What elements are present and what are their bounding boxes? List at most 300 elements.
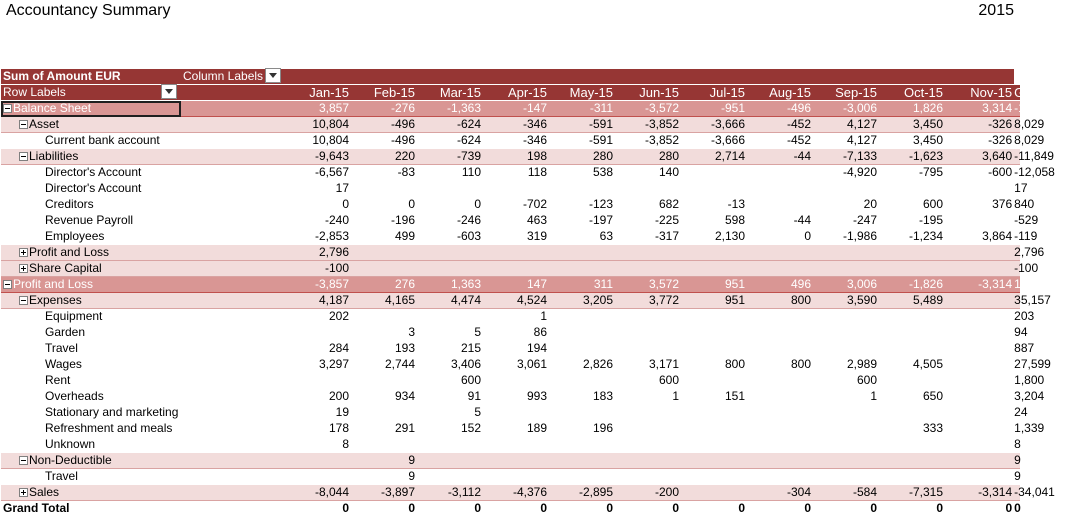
- value-cell: [747, 373, 813, 389]
- expand-icon[interactable]: [19, 488, 28, 497]
- pivot-row: [1, 357, 1020, 373]
- value-cell: -496: [351, 133, 417, 149]
- value-cell: -123: [549, 197, 615, 213]
- value-cell: -276: [351, 101, 417, 117]
- row-label-cell: [1, 309, 181, 325]
- pivot-row: [1, 277, 1020, 293]
- value-cell: [681, 181, 747, 197]
- value-cell: [615, 245, 681, 261]
- row-label: Unknown: [45, 437, 96, 452]
- value-cell: -795: [879, 165, 945, 181]
- value-cell: 178: [181, 421, 351, 437]
- value-cell: [615, 325, 681, 341]
- value-cell: [747, 197, 813, 213]
- row-label: Creditors: [45, 197, 94, 212]
- pivot-row: [1, 485, 1020, 501]
- value-cell: [945, 325, 1014, 341]
- value-cell: 152: [417, 421, 483, 437]
- value-cell: 2,989: [813, 357, 879, 373]
- value-cell: -600: [945, 165, 1014, 181]
- value-cell: [945, 421, 1014, 437]
- value-cell: 3,297: [181, 357, 351, 373]
- pivot-row: [1, 389, 1020, 405]
- pivot-row: [1, 101, 1020, 117]
- value-cell: 8,029: [1014, 117, 1045, 132]
- value-cell: [813, 469, 879, 485]
- value-cell: [417, 437, 483, 453]
- value-cell: [879, 437, 945, 453]
- value-cell: 140: [615, 165, 681, 181]
- value-cell: -225: [615, 213, 681, 229]
- value-cell: -44: [747, 149, 813, 165]
- column-header: Nov-15: [945, 85, 1014, 101]
- value-cell: -346: [483, 117, 549, 133]
- grand-total-value: 0: [181, 501, 351, 517]
- value-cell: -496: [351, 117, 417, 133]
- pivot-row: [1, 213, 1020, 229]
- pivot-row: [1, 149, 1020, 165]
- value-cell: [945, 357, 1014, 373]
- value-cell: 3,772: [615, 293, 681, 309]
- grand-total-value: 0: [945, 501, 1014, 517]
- value-cell: 189: [483, 421, 549, 437]
- value-cell: 9: [1014, 469, 1021, 484]
- grand-total-value: 0: [813, 501, 879, 517]
- column-header: Aug-15: [747, 85, 813, 101]
- grand-total-label: Grand Total: [1, 501, 181, 517]
- value-cell: 196: [549, 421, 615, 437]
- value-cell: [615, 181, 681, 197]
- value-cell: -196: [351, 213, 417, 229]
- value-cell: [615, 309, 681, 325]
- value-cell: 4,165: [351, 293, 417, 309]
- value-cell: [879, 309, 945, 325]
- value-cell: 9: [351, 453, 417, 469]
- pivot-row: [1, 293, 1020, 309]
- value-cell: -3,314: [945, 277, 1014, 293]
- value-cell: -100: [181, 261, 351, 277]
- row-label-cell: [1, 389, 181, 405]
- column-header: May-15: [549, 85, 615, 101]
- value-cell: [747, 421, 813, 437]
- value-cell: 2,714: [681, 149, 747, 165]
- value-cell: [945, 453, 1014, 469]
- column-header: Mar-15: [417, 85, 483, 101]
- value-cell: [681, 485, 747, 501]
- value-cell: 3,406: [417, 357, 483, 373]
- value-cell: -603: [417, 229, 483, 245]
- row-label: Liabilities: [29, 149, 79, 164]
- value-cell: 598: [681, 213, 747, 229]
- value-cell: 3,590: [813, 293, 879, 309]
- value-cell: 280: [615, 149, 681, 165]
- pivot-row: [1, 229, 1020, 245]
- value-cell: -624: [417, 117, 483, 133]
- value-cell: [181, 453, 351, 469]
- value-cell: -4,376: [483, 485, 549, 501]
- value-cell: -3,314: [945, 485, 1014, 501]
- value-cell: -13: [681, 197, 747, 213]
- value-cell: 4,127: [813, 133, 879, 149]
- row-label-cell: [1, 277, 181, 293]
- value-cell: 215: [417, 341, 483, 357]
- grand-total-row: [1, 501, 1020, 517]
- value-cell: 284: [181, 341, 351, 357]
- value-cell: 538: [549, 165, 615, 181]
- row-label-cell: [1, 261, 181, 277]
- value-cell: 35,157: [1014, 293, 1051, 308]
- value-cell: [351, 437, 417, 453]
- value-cell: 1,826: [879, 101, 945, 117]
- row-label: Garden: [45, 325, 86, 340]
- row-label: Stationary and marketing: [45, 405, 179, 420]
- value-cell: [945, 293, 1014, 309]
- value-cell: 220: [351, 149, 417, 165]
- value-cell: -4,920: [813, 165, 879, 181]
- row-label: Profit and Loss: [29, 245, 110, 260]
- value-cell: [549, 341, 615, 357]
- value-cell: [813, 309, 879, 325]
- value-cell: 3,205: [549, 293, 615, 309]
- value-cell: [813, 325, 879, 341]
- value-cell: 2,130: [681, 229, 747, 245]
- value-cell: [549, 469, 615, 485]
- value-cell: -624: [417, 133, 483, 149]
- value-cell: [945, 309, 1014, 325]
- value-cell: [945, 389, 1014, 405]
- row-label-cell: [1, 197, 181, 213]
- value-cell: [483, 373, 549, 389]
- row-label: Revenue Payroll: [45, 213, 134, 228]
- value-cell: 1,339: [1014, 421, 1045, 436]
- value-cell: 3,572: [615, 277, 681, 293]
- value-cell: [747, 341, 813, 357]
- value-cell: 202: [181, 309, 351, 325]
- value-cell: -12,058: [1014, 165, 1055, 180]
- value-cell: [615, 261, 681, 277]
- value-cell: [483, 437, 549, 453]
- value-cell: -147: [483, 101, 549, 117]
- pivot-row: [1, 133, 1020, 149]
- value-cell: -591: [549, 133, 615, 149]
- row-label-cell: [1, 405, 181, 421]
- value-cell: 600: [417, 373, 483, 389]
- column-header: Apr-15: [483, 85, 549, 101]
- value-cell: [549, 245, 615, 261]
- value-cell: [549, 309, 615, 325]
- value-cell: -496: [747, 101, 813, 117]
- value-cell: 499: [351, 229, 417, 245]
- column-labels-label: Column Labels: [183, 69, 264, 83]
- value-cell: [813, 421, 879, 437]
- collapse-icon[interactable]: [19, 296, 28, 305]
- collapse-icon[interactable]: [19, 152, 28, 161]
- value-cell: -591: [549, 117, 615, 133]
- value-cell: 993: [483, 389, 549, 405]
- row-label-cell: [1, 373, 181, 389]
- value-cell: 2,796: [1014, 245, 1045, 260]
- value-cell: [879, 341, 945, 357]
- value-cell: [351, 261, 417, 277]
- row-label-cell: [1, 117, 181, 133]
- value-cell: 0: [181, 197, 351, 213]
- value-cell: 17: [1014, 181, 1028, 196]
- value-cell: 2,744: [351, 357, 417, 373]
- value-cell: [945, 341, 1014, 357]
- value-cell: 3,450: [879, 133, 945, 149]
- value-cell: -326: [945, 133, 1014, 149]
- value-cell: [747, 325, 813, 341]
- value-cell: [813, 245, 879, 261]
- value-cell: 198: [483, 149, 549, 165]
- value-cell: 0: [351, 197, 417, 213]
- value-cell: [747, 453, 813, 469]
- value-cell: 1,800: [1014, 373, 1045, 388]
- row-label: Travel: [45, 341, 78, 356]
- sheet-year: 2015: [978, 2, 1014, 19]
- value-cell: [181, 373, 351, 389]
- value-cell: 600: [615, 373, 681, 389]
- row-label: Sales: [29, 485, 60, 500]
- value-cell: 280: [549, 149, 615, 165]
- value-cell: [681, 165, 747, 181]
- value-cell: [747, 261, 813, 277]
- value-cell: [549, 437, 615, 453]
- value-cell: 0: [417, 197, 483, 213]
- grand-total-value: 0: [417, 501, 483, 517]
- value-cell: [483, 181, 549, 197]
- value-cell: -3,666: [681, 133, 747, 149]
- value-cell: 5,489: [879, 293, 945, 309]
- value-cell: -1,986: [813, 229, 879, 245]
- value-cell: [747, 245, 813, 261]
- value-cell: 376: [945, 197, 1014, 213]
- value-cell: [483, 245, 549, 261]
- value-cell: [615, 421, 681, 437]
- column-header: Sep-15: [813, 85, 879, 101]
- value-cell: [549, 405, 615, 421]
- value-cell: [945, 181, 1014, 197]
- value-cell: 3,640: [945, 149, 1014, 165]
- value-cell: [945, 469, 1014, 485]
- value-cell: [181, 325, 351, 341]
- value-cell: 9: [1014, 453, 1021, 468]
- value-cell: 800: [747, 357, 813, 373]
- column-header: Grand Total: [1014, 85, 1081, 101]
- value-cell: [813, 181, 879, 197]
- grand-total-value: 0: [483, 501, 549, 517]
- value-cell: [681, 373, 747, 389]
- value-cell: [549, 261, 615, 277]
- collapse-icon[interactable]: [19, 456, 28, 465]
- value-cell: -3,852: [615, 117, 681, 133]
- value-cell: [747, 165, 813, 181]
- value-cell: -83: [351, 165, 417, 181]
- value-cell: [747, 389, 813, 405]
- value-cell: [417, 181, 483, 197]
- value-cell: -195: [879, 213, 945, 229]
- value-cell: 118: [483, 165, 549, 181]
- pivot-row: [1, 341, 1020, 357]
- value-cell: 3,857: [181, 101, 351, 117]
- value-cell: 311: [549, 277, 615, 293]
- value-cell: -246: [417, 213, 483, 229]
- value-cell: [417, 309, 483, 325]
- value-cell: [681, 405, 747, 421]
- row-filter-icon[interactable]: [161, 84, 177, 99]
- row-label: Travel: [45, 469, 78, 484]
- value-cell: [351, 373, 417, 389]
- value-cell: 3,006: [813, 277, 879, 293]
- value-cell: [549, 453, 615, 469]
- row-label-cell: [1, 357, 181, 373]
- value-cell: 183: [549, 389, 615, 405]
- value-cell: -119: [1014, 229, 1038, 244]
- pivot-row: [1, 181, 1020, 197]
- row-label-cell: [1, 421, 181, 437]
- value-cell: [549, 181, 615, 197]
- row-label-cell: [1, 485, 181, 501]
- value-cell: [945, 405, 1014, 421]
- value-cell: -247: [813, 213, 879, 229]
- value-cell: [813, 453, 879, 469]
- column-filter-icon[interactable]: [265, 68, 281, 83]
- value-cell: [945, 261, 1014, 277]
- column-labels-cell: [181, 69, 351, 85]
- row-label: Refreshment and meals: [45, 421, 173, 436]
- value-cell: -3,006: [813, 101, 879, 117]
- expand-icon[interactable]: [19, 264, 28, 273]
- row-label-cell: [1, 229, 181, 245]
- value-cell: 94: [1014, 325, 1028, 340]
- value-cell: 3,864: [945, 229, 1014, 245]
- pivot-row: [1, 469, 1020, 485]
- value-cell: -529: [1014, 213, 1039, 228]
- pivot-table: [1, 69, 1081, 517]
- value-cell: -702: [483, 197, 549, 213]
- collapse-icon[interactable]: [3, 280, 12, 289]
- value-cell: -452: [747, 133, 813, 149]
- value-cell: 4,127: [813, 117, 879, 133]
- grand-total-value: 0: [747, 501, 813, 517]
- value-cell: -1,234: [879, 229, 945, 245]
- value-cell: [879, 261, 945, 277]
- row-label-cell: [1, 245, 181, 261]
- value-cell: [483, 261, 549, 277]
- value-cell: [681, 341, 747, 357]
- row-label: Share Capital: [29, 261, 102, 276]
- value-cell: 8,029: [1014, 133, 1045, 148]
- value-cell: -304: [747, 485, 813, 501]
- value-cell: -6,567: [181, 165, 351, 181]
- value-cell: 276: [351, 277, 417, 293]
- value-cell: -3,857: [181, 277, 351, 293]
- value-cell: [813, 341, 879, 357]
- value-cell: [681, 453, 747, 469]
- expand-icon[interactable]: [19, 248, 28, 257]
- value-cell: -9,643: [181, 149, 351, 165]
- row-label: Equipment: [45, 309, 103, 324]
- grand-total-value: 0: [351, 501, 417, 517]
- row-label: Director's Account: [45, 165, 142, 180]
- value-cell: 10,804: [181, 117, 351, 133]
- value-cell: [681, 469, 747, 485]
- value-cell: [813, 437, 879, 453]
- value-cell: -1,826: [879, 277, 945, 293]
- row-label: Profit and Loss: [13, 277, 94, 292]
- collapse-icon[interactable]: [19, 120, 28, 129]
- column-header: Feb-15: [351, 85, 417, 101]
- value-cell: 19: [181, 405, 351, 421]
- value-cell: -100: [1014, 261, 1039, 276]
- value-cell: 17: [181, 181, 351, 197]
- value-cell: -8,044: [181, 485, 351, 501]
- grand-total-value: 0: [681, 501, 747, 517]
- value-cell: 3,314: [945, 101, 1014, 117]
- pivot-row: [1, 421, 1020, 437]
- pivot-row: [1, 245, 1020, 261]
- row-label: Expenses: [29, 293, 82, 308]
- value-cell: [747, 469, 813, 485]
- value-cell: -1,363: [417, 101, 483, 117]
- value-cell: -739: [417, 149, 483, 165]
- row-label: Non-Deductible: [29, 453, 112, 468]
- value-cell: 2,826: [549, 357, 615, 373]
- value-cell: -2,853: [181, 229, 351, 245]
- sheet-title: Accountancy Summary: [6, 2, 171, 19]
- value-cell: [681, 309, 747, 325]
- row-label: Current bank account: [45, 133, 160, 148]
- value-cell: -1,623: [879, 149, 945, 165]
- value-cell: 3,450: [879, 117, 945, 133]
- value-cell: 4,505: [879, 357, 945, 373]
- value-cell: 5: [417, 325, 483, 341]
- value-cell: 800: [681, 357, 747, 373]
- value-cell: -34,041: [1014, 485, 1055, 500]
- value-cell: 3: [351, 325, 417, 341]
- value-cell: 91: [417, 389, 483, 405]
- value-cell: [813, 261, 879, 277]
- pivot-header-row-1: [1, 69, 1020, 85]
- grand-total-value: 0: [615, 501, 681, 517]
- row-label-cell: [1, 453, 181, 469]
- grand-total-value: 0: [1014, 501, 1021, 516]
- row-label-cell: [1, 133, 181, 149]
- value-cell: [879, 245, 945, 261]
- value-cell: 8: [1014, 437, 1021, 452]
- value-cell: -3,852: [615, 133, 681, 149]
- value-cell: 203: [1014, 309, 1035, 324]
- row-label-cell: [1, 149, 181, 165]
- collapse-icon[interactable]: [3, 104, 12, 113]
- value-cell: 951: [681, 293, 747, 309]
- value-cell: [945, 373, 1014, 389]
- value-cell: [483, 405, 549, 421]
- value-cell: -7,133: [813, 149, 879, 165]
- row-label-cell: [1, 341, 181, 357]
- value-cell: [351, 405, 417, 421]
- value-cell: 4,524: [483, 293, 549, 309]
- value-cell: 1,363: [417, 277, 483, 293]
- value-cell: 20: [813, 197, 879, 213]
- value-cell: 4,187: [181, 293, 351, 309]
- row-label: Balance Sheet: [13, 101, 92, 116]
- value-cell: 151: [681, 389, 747, 405]
- row-label-cell: [1, 181, 181, 197]
- value-cell: 3,204: [1014, 389, 1045, 404]
- value-cell: -200: [615, 485, 681, 501]
- pivot-row: [1, 373, 1020, 389]
